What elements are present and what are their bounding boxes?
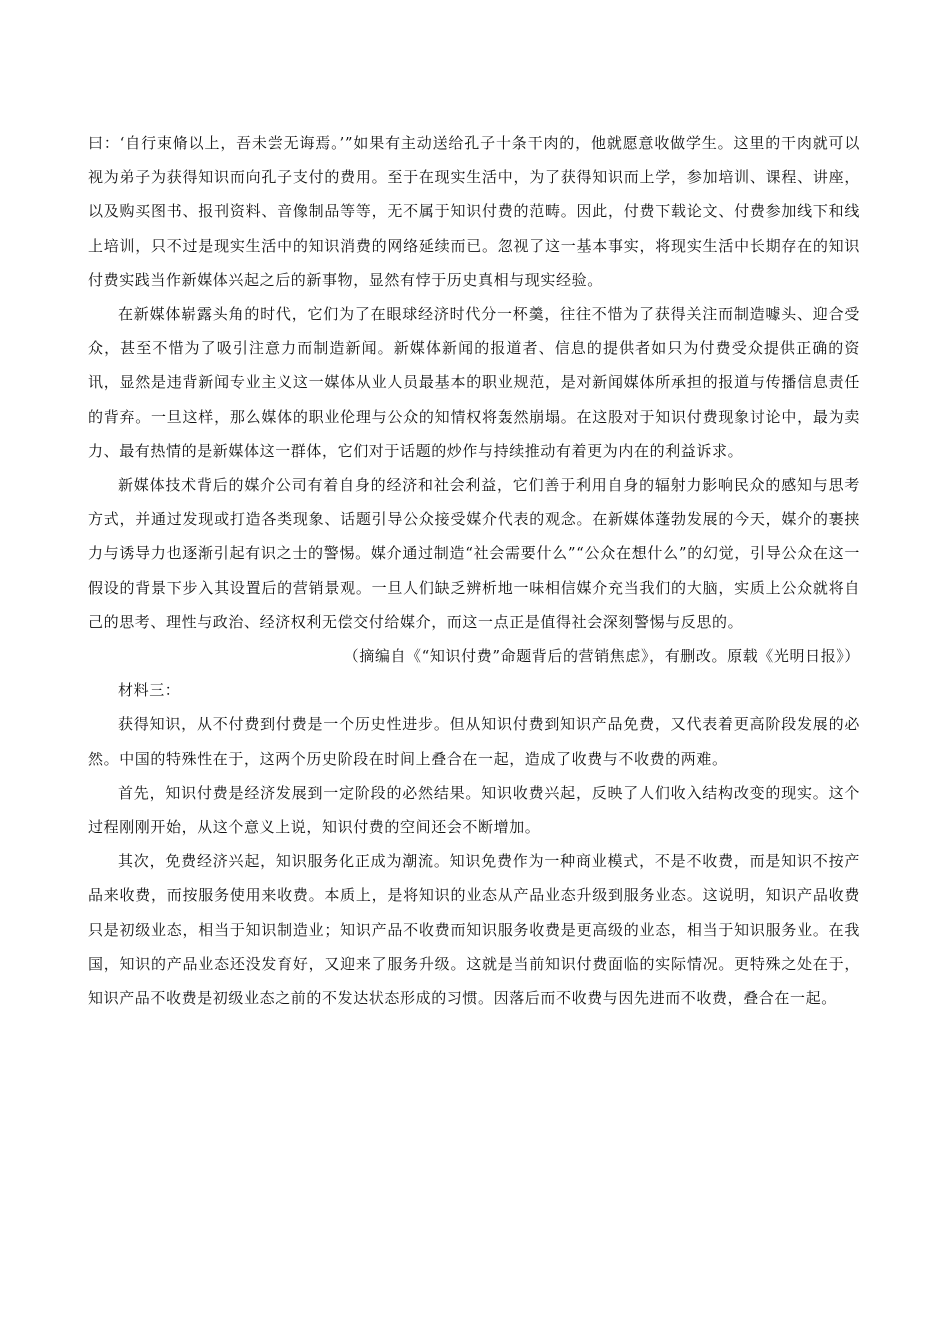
material-three-paragraph-1: 获得知识，从不付费到付费是一个历史性进步。但从知识付费到知识产品免费，又代表着更高阶段发展的必然。中国的特殊性在于，这两个历史阶段在时间上叠合在一起，造成了收费与不收费的两难。 <box>88 715 860 768</box>
material-three-paragraph-3: 其次，免费经济兴起，知识服务化正成为潮流。知识免费作为一种商业模式，不是不收费，而是知识不按产品来收费，而按服务使用来收费。本质上，是将知识的业态从产品业态升级到服务业态。这说明，知识产品收费只是初级业态，相当于知识制造业；知识产品不收费而知识服务收费是更高级的业态，相当于知识服务业。在我国，知识的产品业态还没发育好，又迎来了服务升级。这就是当前知识付费面临的实际情况。更特殊之处在于，知识产品不收费是初级业态之前的不发达状态形成的习惯。因落后而不收费与因先进而不收费，叠合在一起。 <box>88 852 860 1008</box>
body-paragraph-new-media: 在新媒体崭露头角的时代，它们为了在眼球经济时代分一杯羹，往往不惜为了获得关注而制造噱头、迎合受众，甚至不惜为了吸引注意力而制造新闻。新媒体新闻的报道者、信息的提供者如只为付费受众提供正确的资讯，显然是违背新闻专业主义这一媒体从业人员最基本的职业规范，是对新闻媒体所承担的报道与传播信息责任的背弃。一旦这样，那么媒体的职业伦理与公众的知情权将轰然崩塌。在这股对于知识付费现象讨论中，最为卖力、最有热情的是新媒体这一群体，它们对于话题的炒作与持续推动有着更为内在的利益诉求。 <box>88 305 860 460</box>
source-citation: （摘编自《“知识付费”命题背后的营销焦虑》，有删改。原载《光明日报》） <box>343 647 860 666</box>
body-paragraph-continued: 曰：‘自行束脩以上，吾未尝无诲焉。’”如果有主动送给孔子十条干肉的，他就愿意收做学生。这里的干肉就可以视为弟子为获得知识而向孔子支付的费用。至于在现实生活中，为了获得知识而上学，参加培训、课程、讲座，以及购买图书、报刊资料、音像制品等等，无不属于知识付费的范畴。因此，付费下载论文、付费参加线下和线上培训，只不过是现实生活中的知识消费的网络延续而已。忽视了这一基本事实，将现实生活中长期存在的知识付费实践当作新媒体兴起之后的新事物，显然有悖于历史真相与现实经验。 <box>88 134 860 289</box>
body-paragraph-media-companies: 新媒体技术背后的媒介公司有着自身的经济和社会利益，它们善于利用自身的辐射力影响民众的感知与思考方式，并通过发现或打造各类现象、话题引导公众接受媒介代表的观念。在新媒体蓬勃发展的今天，媒介的裹挟力与诱导力也逐渐引起有识之士的警惕。媒介通过制造“社会需要什么”“公众在想什么”的幻觉，引导公众在这一假设的背景下步入其设置后的营销景观。一旦人们缺乏辨析地一味相信媒介充当我们的大脑，实质上公众就将自己的思考、理性与政治、经济权利无偿交付给媒介，而这一点正是值得社会深刻警惕与反思的。 <box>88 476 860 631</box>
material-three-paragraph-2: 首先，知识付费是经济发展到一定阶段的必然结果。知识收费兴起，反映了人们收入结构改变的现实。这个过程刚刚开始，从这个意义上说，知识付费的空间还会不断增加。 <box>88 783 860 837</box>
document-page <box>88 126 860 1015</box>
material-three-label: 材料三： <box>118 681 181 700</box>
